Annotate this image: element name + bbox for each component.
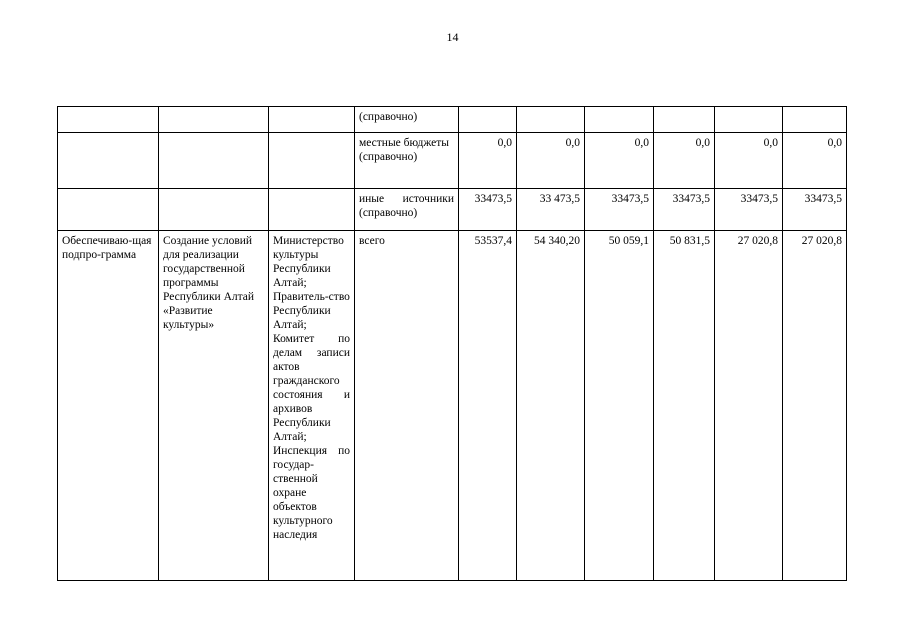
table-cell — [269, 133, 355, 189]
value-cell: 0,0 — [783, 133, 847, 189]
value-cell: 33473,5 — [715, 189, 783, 231]
table-cell — [269, 189, 355, 231]
funding-source-cell: всего — [355, 231, 459, 581]
value-cell: 27 020,8 — [783, 231, 847, 581]
value-cell: 54 340,20 — [517, 231, 585, 581]
subprogram-goal-cell: Создание условий для реализации государственной программы Республики Алтай «Развитие культуры» — [159, 231, 269, 581]
value-cell — [654, 107, 715, 133]
value-cell: 0,0 — [715, 133, 783, 189]
value-cell: 33473,5 — [783, 189, 847, 231]
value-cell — [585, 107, 654, 133]
value-cell — [459, 107, 517, 133]
value-cell: 0,0 — [459, 133, 517, 189]
responsible-executor: Министерство культуры Республики Алтай; — [273, 235, 344, 289]
page-number: 14 — [446, 30, 459, 44]
responsible-executor: Правитель-ство Республики Алтай; — [273, 291, 350, 331]
table-cell — [58, 107, 159, 133]
value-cell — [715, 107, 783, 133]
table-cell — [159, 107, 269, 133]
value-cell: 33473,5 — [654, 189, 715, 231]
value-cell: 33473,5 — [459, 189, 517, 231]
table-cell — [58, 189, 159, 231]
table-cell — [58, 133, 159, 189]
subprogram-name-cell: Обеспечиваю-щая подпро-грамма — [58, 231, 159, 581]
responsible-executor: Инспекция по государ-ственной охране объектов культурного наследия — [273, 445, 350, 541]
value-cell: 33 473,5 — [517, 189, 585, 231]
responsible-executors-cell — [269, 231, 355, 581]
value-cell: 50 831,5 — [654, 231, 715, 581]
funding-source-cell: местные бюджеты (справочно) — [355, 133, 459, 189]
value-cell: 0,0 — [654, 133, 715, 189]
value-cell: 27 020,8 — [715, 231, 783, 581]
table-cell — [159, 133, 269, 189]
funding-source-cell: иные источники (справочно) — [355, 189, 459, 231]
table-row — [58, 231, 847, 581]
value-cell: 33473,5 — [585, 189, 654, 231]
value-cell: 50 059,1 — [585, 231, 654, 581]
table-row — [58, 189, 847, 231]
table-row — [58, 107, 847, 133]
budget-table — [57, 106, 847, 581]
value-cell: 0,0 — [585, 133, 654, 189]
value-cell — [783, 107, 847, 133]
value-cell: 53537,4 — [459, 231, 517, 581]
table-cell — [269, 107, 355, 133]
table-cell — [159, 189, 269, 231]
value-cell — [517, 107, 585, 133]
table-row — [58, 133, 847, 189]
responsible-executor: Комитет по делам записи актов гражданского состояния и архивов Республики Алтай; — [273, 333, 350, 443]
value-cell: 0,0 — [517, 133, 585, 189]
funding-source-cell: (справочно) — [355, 107, 459, 133]
